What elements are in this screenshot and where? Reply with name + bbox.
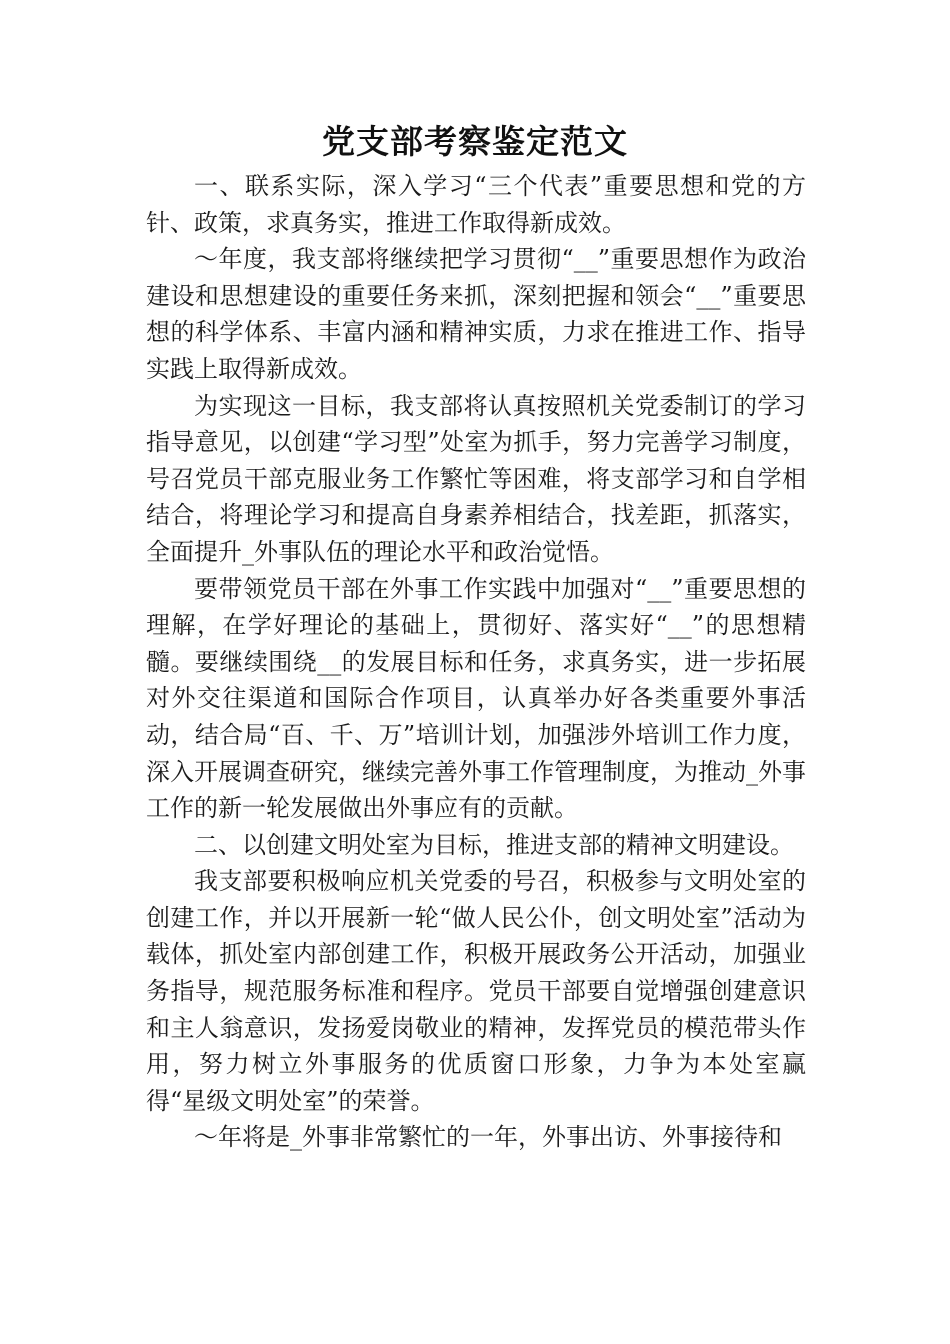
paragraph-7: ～年将是_外事非常繁忙的一年，外事出访、外事接待和 [194,1123,782,1152]
paragraph-3: 为实现这一目标，我支部将认真按照机关党委制订的学习指导意见，以创建“学习型”处室为抓手，努力完善学习制度，号召党员干部克服业务工作繁忙等困难，将支部学习和自学相结合，将理论学习和提高自身素养相结合，找差距，抓落实，全面提升_外事队伍的理论水平和政治觉悟。 [146,391,806,566]
paragraph-5: 二、以创建文明处室为目标，推进支部的精神文明建设。 [194,830,794,859]
paragraph-1: 一、联系实际，深入学习“三个代表”重要思想和党的方针、政策，求真务实，推进工作取得新成效。 [146,172,806,237]
document-title: 党支部考察鉴定范文 [322,122,628,161]
paragraph-6: 我支部要积极响应机关党委的号召，积极参与文明处室的创建工作，并以开展新一轮“做人民公仆，创文明处室”活动为载体，抓处室内部创建工作，积极开展政务公开活动，加强业务指导，规范服务标准和程序。党员干部要自觉增强创建意识和主人翁意识，发扬爱岗敬业的精神，发挥党员的模范带头作用，努力树立外事服务的优质窗口形象，力争为本处室赢得“星级文明处室”的荣誉。 [146,867,806,1115]
document-body [146,168,806,1156]
paragraph-4: 要带领党员干部在外事工作实践中加强对“__”重要思想的理解，在学好理论的基础上，贯彻好、落实好“__”的思想精髓。要继续围绕__的发展目标和任务，求真务实，进一步拓展对外交往渠道和国际合作项目，认真举办好各类重要外事活动，结合局“百、千、万”培训计划，加强涉外培训工作力度，深入开展调查研究，继续完善外事工作管理制度，为推动_外事工作的新一轮发展做出外事应有的贡献。 [146,574,806,823]
paragraph-2: ～年度，我支部将继续把学习贯彻“__”重要思想作为政治建设和思想建设的重要任务来抓，深刻把握和领会“__”重要思想的科学体系、丰富内涵和精神实质，力求在推进工作、指导实践上取得新成效。 [146,245,806,383]
